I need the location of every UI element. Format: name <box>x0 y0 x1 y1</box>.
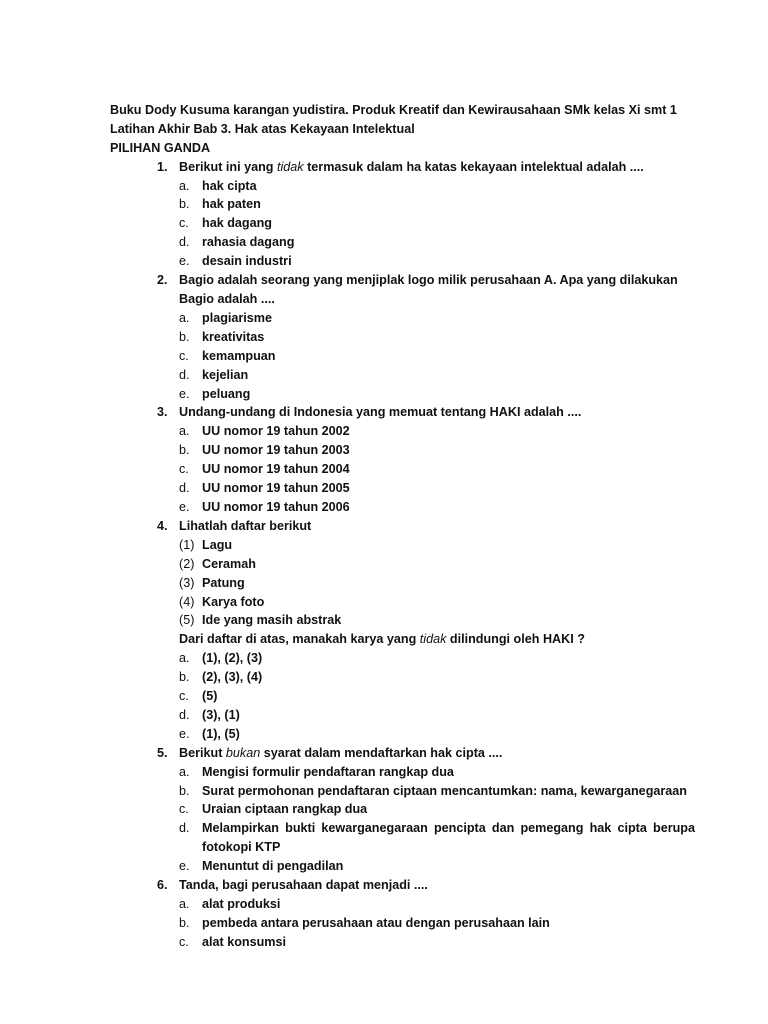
question-text: Tanda, bagi perusahaan dapat menjadi .... <box>179 878 428 893</box>
answer-option: e. peluang <box>179 386 251 401</box>
question-number: 5. <box>157 745 168 760</box>
question-4 <box>110 517 695 744</box>
answer-option: b. Surat permohonan pendaftaran ciptaan mencantumkan: nama, kewarganegaraan <box>179 783 687 798</box>
answer-option: b. kreativitas <box>179 329 265 344</box>
answer-option: a. (1), (2), (3) <box>179 651 263 666</box>
answer-option: a. Mengisi formulir pendaftaran rangkap dua <box>179 764 454 779</box>
question-text: Berikut ini yang tidak termasuk dalam ha katas kekayaan intelektual adalah .... <box>179 159 644 174</box>
answer-option: c. kemampuan <box>179 348 276 363</box>
answer-option: a. hak cipta <box>179 178 257 193</box>
answer-option: d. Melampirkan bukti kewarganegaraan pencipta dan pemegang hak cipta berupa fotokopi KTP <box>179 821 695 855</box>
question-2 <box>110 271 695 403</box>
list-item: (3) Patung <box>179 575 245 590</box>
answer-option: a. alat produksi <box>179 897 281 912</box>
section-heading: PILIHAN GANDA <box>110 140 211 155</box>
book-reference: Buku Dody Kusuma karangan yudistira. Produk Kreatif dan Kewirausahaan SMk kelas Xi smt 1 <box>110 103 677 117</box>
answer-option: c. (5) <box>179 689 218 704</box>
question-text: Bagio adalah seorang yang menjiplak logo milik perusahaan A. Apa yang dilakukan Bagio adalah .... <box>179 273 678 307</box>
question-text: Lihatlah daftar berikut <box>179 518 312 533</box>
question-number: 2. <box>157 273 168 288</box>
question-number: 3. <box>157 405 168 420</box>
answer-option: b. (2), (3), (4) <box>179 670 263 685</box>
question-3 <box>110 403 695 516</box>
answer-option: b. hak paten <box>179 197 261 212</box>
answer-option: d. rahasia dagang <box>179 235 295 250</box>
question-text: Undang-undang di Indonesia yang memuat tentang HAKI adalah .... <box>179 405 582 420</box>
list-item: (2) Ceramah <box>179 556 256 571</box>
answer-option: e. (1), (5) <box>179 726 240 741</box>
answer-option: c. alat konsumsi <box>179 934 286 949</box>
document-content <box>110 101 695 952</box>
answer-option: b. UU nomor 19 tahun 2003 <box>179 443 350 458</box>
answer-option: c. Uraian ciptaan rangkap dua <box>179 802 368 817</box>
question-1 <box>110 158 695 271</box>
answer-option: e. Menuntut di pengadilan <box>179 859 344 874</box>
answer-option: e. desain industri <box>179 254 292 269</box>
answer-option: d. UU nomor 19 tahun 2005 <box>179 481 350 496</box>
list-item: (1) Lagu <box>179 537 233 552</box>
list-item: (5) Ide yang masih abstrak <box>179 613 342 628</box>
answer-option: a. UU nomor 19 tahun 2002 <box>179 424 350 439</box>
answer-option: b. pembeda antara perusahaan atau dengan perusahaan lain <box>179 915 550 930</box>
question-5 <box>110 744 695 876</box>
question-number: 4. <box>157 518 168 533</box>
answer-option: c. UU nomor 19 tahun 2004 <box>179 462 350 477</box>
question-number: 6. <box>157 878 168 893</box>
answer-option: d. kejelian <box>179 367 249 382</box>
question-subtext: Dari daftar di atas, manakah karya yang tidak dilindungi oleh HAKI ? <box>179 632 585 647</box>
chapter-title: Latihan Akhir Bab 3. Hak atas Kekayaan Intelektual <box>110 121 415 136</box>
question-6 <box>110 876 695 952</box>
list-item: (4) Karya foto <box>179 594 265 609</box>
answer-option: e. UU nomor 19 tahun 2006 <box>179 499 350 514</box>
answer-option: c. hak dagang <box>179 216 272 231</box>
question-text: Berikut bukan syarat dalam mendaftarkan hak cipta .... <box>179 745 503 760</box>
answer-option: a. plagiarisme <box>179 310 272 325</box>
question-number: 1. <box>157 159 168 174</box>
answer-option: d. (3), (1) <box>179 707 240 722</box>
